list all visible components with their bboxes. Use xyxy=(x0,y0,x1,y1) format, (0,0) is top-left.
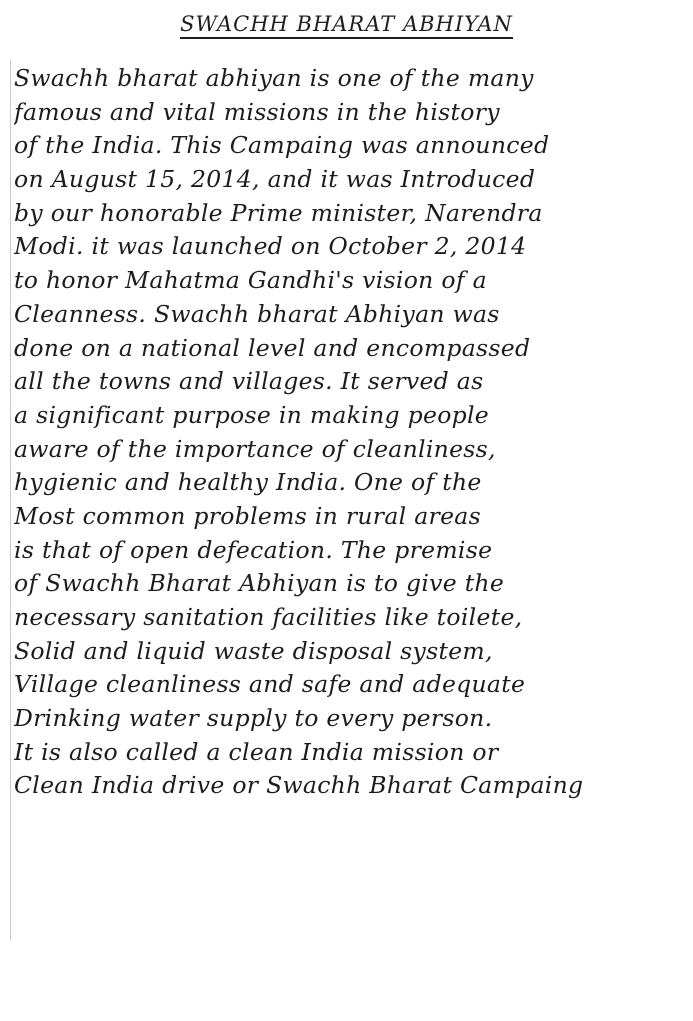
text-line: Swachh bharat abhiyan is one of the many xyxy=(14,64,534,92)
text-line: necessary sanitation facilities like toilete, xyxy=(14,603,523,631)
text-line: done on a national level and encompassed xyxy=(14,333,531,362)
page-title-text: SWACHH BHARAT ABHIYAN xyxy=(180,12,513,39)
text-line: of the India. This Campaing was announced xyxy=(14,131,550,160)
text-line: Modi. it was launched on October 2, 2014 xyxy=(14,232,527,261)
page-title xyxy=(0,12,693,36)
text-line: famous and vital missions in the history xyxy=(14,97,500,126)
text-line: Clean India drive or Swachh Bharat Campaing xyxy=(14,771,584,800)
text-line: Village cleanliness and safe and adequate xyxy=(14,670,526,699)
margin-line xyxy=(10,60,11,940)
text-line: is that of open defecation. The premise xyxy=(14,535,493,564)
text-line: to honor Mahatma Gandhi's vision of a xyxy=(14,266,487,295)
text-line: Cleanness. Swachh bharat Abhiyan was xyxy=(14,299,500,328)
text-line: aware of the importance of cleanliness, xyxy=(14,434,496,463)
text-line: on August 15, 2014, and it was Introduced xyxy=(14,165,536,194)
text-line: Most common problems in rural areas xyxy=(14,501,481,530)
text-line: Drinking water supply to every person. xyxy=(14,704,493,733)
text-line: of Swachh Bharat Abhiyan is to give the xyxy=(14,569,505,598)
text-line: hygienic and healthy India. One of the xyxy=(14,468,482,497)
text-line: all the towns and villages. It served as xyxy=(14,367,484,396)
text-line: Solid and liquid waste disposal system, xyxy=(14,636,493,665)
text-line: It is also called a clean India mission or xyxy=(14,737,499,766)
essay-body xyxy=(14,62,686,803)
text-line: a significant purpose in making people xyxy=(14,400,490,429)
text-line: by our honorable Prime minister, Narendra xyxy=(14,198,543,227)
